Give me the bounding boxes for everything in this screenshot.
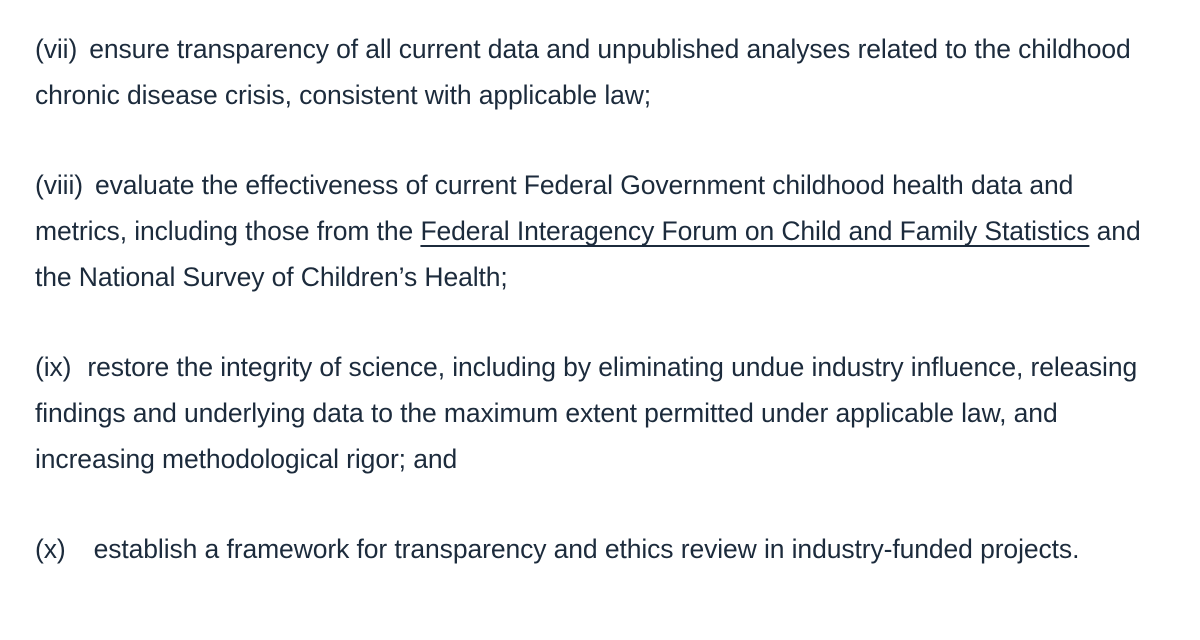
paragraph-number: (ix)	[35, 352, 72, 382]
paragraph-number: (viii)	[35, 170, 83, 200]
paragraph-text-after-link: and the National Survey of Children’s Health;	[35, 216, 1141, 292]
paragraph-ix	[35, 344, 1170, 482]
paragraph-x	[35, 526, 1170, 572]
federal-interagency-forum-link[interactable]: Federal Interagency Forum on Child and Family Statistics	[420, 216, 1090, 246]
paragraph-text-before-link: evaluate the effectiveness of current Federal Government childhood health data and metrics, including those from the	[35, 170, 1074, 246]
paragraph-text: ensure transparency of all current data and unpublished analyses related to the childhood chronic disease crisis, consistent with applicable law;	[35, 34, 1131, 110]
document-body	[35, 26, 1170, 572]
paragraph-text: restore the integrity of science, including by eliminating undue industry influence, releasing findings and underlying data to the maximum extent permitted under applicable law, and increasing methodological rigor; and	[35, 352, 1138, 474]
paragraph-vii	[35, 26, 1170, 118]
paragraph-number: (x)	[35, 534, 66, 564]
paragraph-viii	[35, 162, 1170, 300]
paragraph-text: establish a framework for transparency and ethics review in industry-funded projects.	[93, 534, 1080, 564]
paragraph-number: (vii)	[35, 34, 78, 64]
